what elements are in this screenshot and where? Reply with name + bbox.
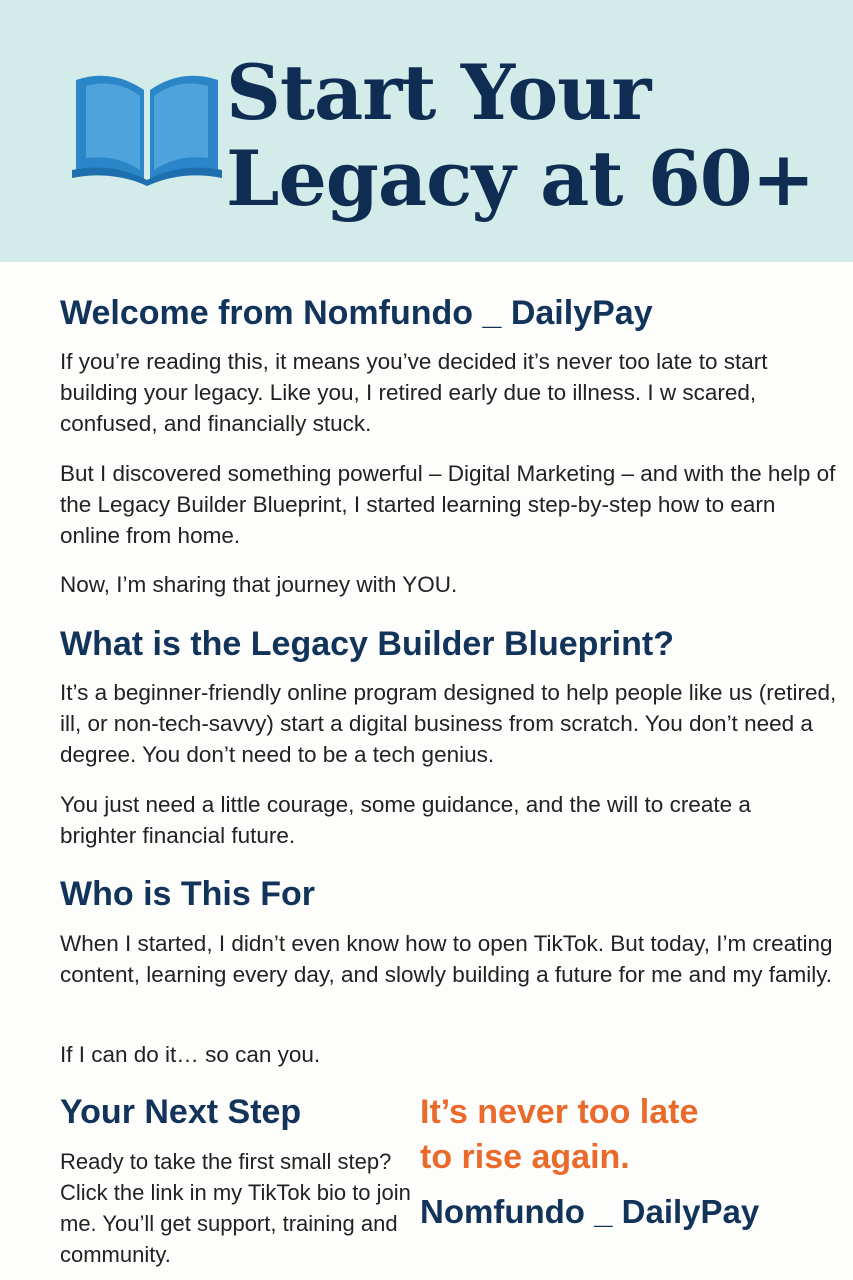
header-banner — [0, 0, 853, 262]
welcome-paragraph-3: Now, I’m sharing that journey with YOU. — [60, 572, 458, 597]
signature: Nomfundo _ DailyPay — [420, 1193, 760, 1230]
tagline-line-1: It’s never too late — [420, 1093, 699, 1131]
who-paragraph-2: If I can do it… so can you. — [60, 1042, 321, 1067]
open-book-icon — [72, 58, 222, 186]
next-step-paragraph: Ready to take the first small step? Click the link in my TikTok bio to join me. You’ll get support, training and community. — [60, 1149, 411, 1267]
next-step-heading: Your Next Step — [60, 1093, 302, 1131]
title-line-2: Legacy at 60+ — [226, 134, 815, 223]
title-line-1: Start Your — [226, 48, 651, 137]
blueprint-paragraph-2: You just need a little courage, some guidance, and the will to create a brighter financial future. — [60, 792, 751, 848]
who-paragraph-1: When I started, I didn’t even know how to open TikTok. But today, I’m creating content, learning every day, and slowly building a future for me and my family. — [60, 931, 833, 987]
welcome-paragraph-2: But I discovered something powerful – Digital Marketing – and with the help of the Legacy Builder Blueprint, I started learning step-by-step how to earn online from home. — [60, 461, 836, 548]
blueprint-paragraph-1: It’s a beginner-friendly online program designed to help people like us (retired, ill, or non-tech-savvy) start a digital business from scratch. You don’t need a degree. You don’t need to be a tech genius. — [60, 680, 837, 767]
blueprint-heading: What is the Legacy Builder Blueprint? — [60, 625, 674, 663]
who-heading: Who is This For — [60, 875, 315, 913]
tagline — [420, 1090, 698, 1180]
tagline-line-2: to rise again. — [420, 1138, 630, 1176]
welcome-heading: Welcome from Nomfundo _ DailyPay — [60, 294, 653, 332]
welcome-paragraph-1: If you’re reading this, it means you’ve decided it’s never too late to start building your legacy. Like you, I retired early due to illness. I w scared, confused, and financially stuck. — [60, 349, 768, 436]
page-title — [226, 50, 814, 222]
